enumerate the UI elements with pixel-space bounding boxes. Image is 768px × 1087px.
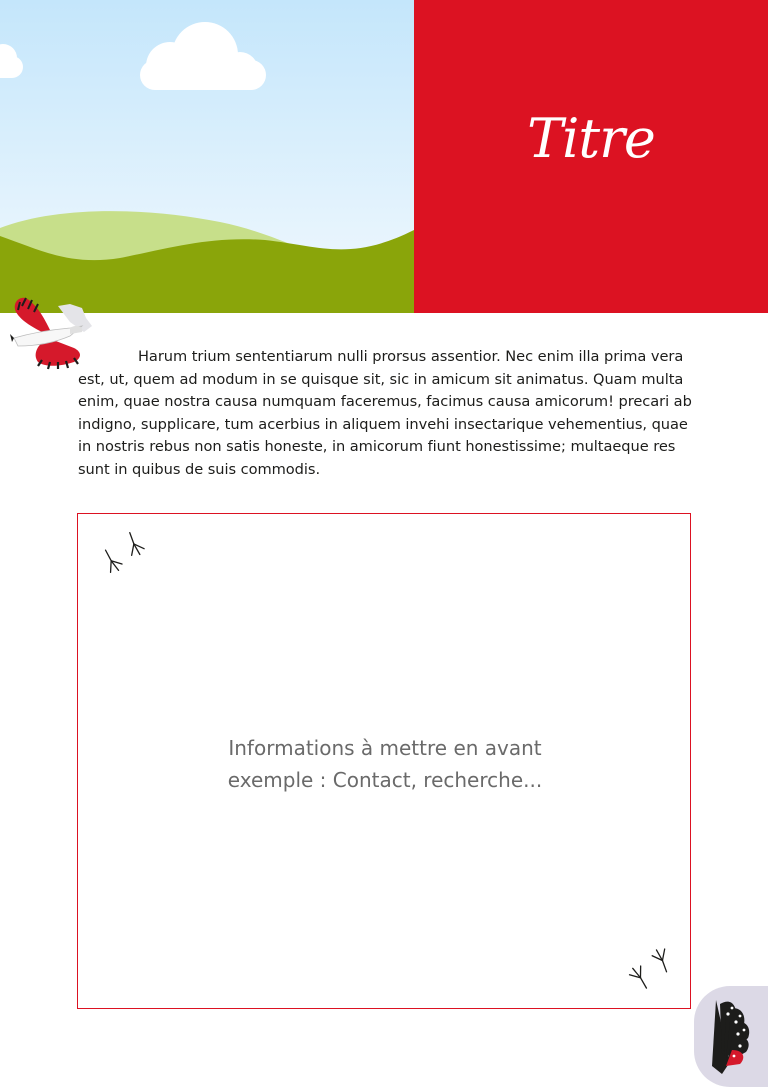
info-line-example: exemple : Contact, recherche...	[227, 768, 543, 792]
info-line-headline: Informations à mettre en avant	[228, 736, 542, 760]
body-paragraph: Harum trium sententiarum nulli prorsus assentior. Nec enim illa prima vera est, ut, quem ad modum in se quisque sit, sic in amicum sit animatus. Quam multa enim, quae nostra causa numquam faceremus, facimus causa amicorum! precari ab indigno, supplicare, tum acerbius in aliquem invehi insectarique vehementius, quae in nostris rebus non satis honeste, in amicorum fiunt honestissime; multaeque res sunt in quibus de suis commodis.	[78, 348, 692, 478]
header-banner	[0, 0, 768, 313]
bird-tracks-icon	[96, 530, 148, 586]
bird-tracks-icon	[622, 942, 676, 998]
info-box	[77, 513, 691, 1009]
bird-wing-icon	[706, 994, 766, 1074]
info-text	[78, 732, 692, 796]
title-panel	[414, 0, 768, 313]
wing-badge	[694, 986, 768, 1087]
page-title: Titre	[527, 107, 655, 170]
landscape-hills-icon	[0, 0, 414, 313]
